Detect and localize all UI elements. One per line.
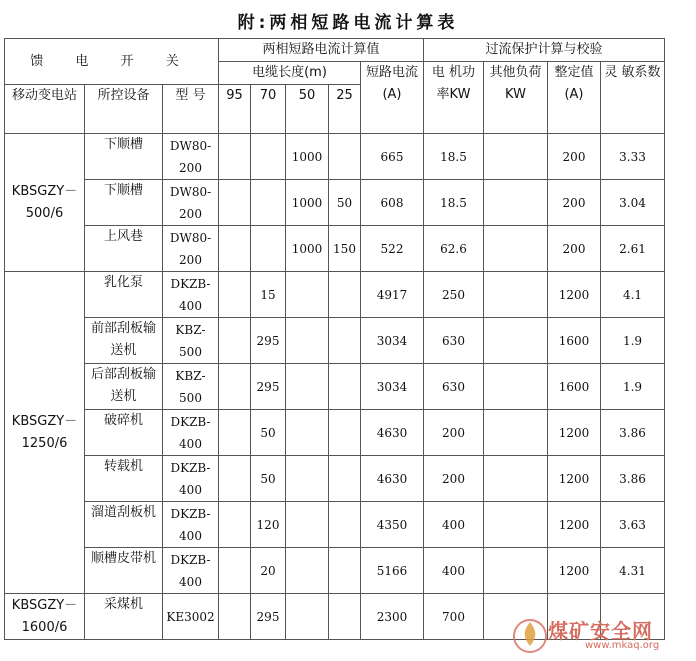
substation-cell: KBSGZY－1600/6	[5, 594, 85, 640]
other-load-cell	[484, 318, 548, 364]
sensitivity-cell: 3.86	[601, 456, 665, 502]
model-cell: DKZB-400	[163, 272, 219, 318]
header-len-70: 70	[251, 85, 286, 134]
table-row	[5, 502, 665, 548]
table-row	[5, 226, 665, 272]
current-cell: 522	[361, 226, 424, 272]
power-cell: 630	[424, 364, 484, 410]
header-len-95: 95	[219, 85, 251, 134]
current-cell: 4630	[361, 456, 424, 502]
sensitivity-cell: 4.1	[601, 272, 665, 318]
sensitivity-cell: 4.31	[601, 548, 665, 594]
len25-cell	[329, 502, 361, 548]
len70-cell: 120	[251, 502, 286, 548]
len95-cell	[219, 410, 251, 456]
header-substation: 移动变电站	[5, 85, 85, 134]
header-setting: 整定值(A)	[548, 62, 601, 134]
other-load-cell	[484, 134, 548, 180]
len95-cell	[219, 456, 251, 502]
other-load-cell	[484, 502, 548, 548]
device-cell: 采煤机	[85, 594, 163, 640]
current-cell: 4350	[361, 502, 424, 548]
table-row	[5, 364, 665, 410]
len25-cell	[329, 594, 361, 640]
len25-cell	[329, 272, 361, 318]
len95-cell	[219, 226, 251, 272]
device-cell: 上风巷	[85, 226, 163, 272]
other-load-cell	[484, 272, 548, 318]
len95-cell	[219, 272, 251, 318]
header-model: 型 号	[163, 85, 219, 134]
power-cell: 700	[424, 594, 484, 640]
model-cell: KBZ-500	[163, 318, 219, 364]
len70-cell: 295	[251, 594, 286, 640]
model-cell: KE3002	[163, 594, 219, 640]
watermark-text: 煤矿安全网	[548, 619, 653, 643]
len50-cell	[286, 548, 329, 594]
header-calc-group: 两相短路电流计算值	[219, 39, 424, 62]
current-cell: 5166	[361, 548, 424, 594]
len95-cell	[219, 594, 251, 640]
table-row	[5, 548, 665, 594]
setting-cell: 1600	[548, 318, 601, 364]
len50-cell: 1000	[286, 134, 329, 180]
sensitivity-cell: 2.61	[601, 226, 665, 272]
len50-cell	[286, 364, 329, 410]
len25-cell: 50	[329, 180, 361, 226]
model-cell: DKZB-400	[163, 548, 219, 594]
device-cell: 破碎机	[85, 410, 163, 456]
header-short-current: 短路电流(A)	[361, 62, 424, 134]
len95-cell	[219, 502, 251, 548]
header-sensitivity: 灵 敏系数	[601, 62, 665, 134]
len50-cell: 1000	[286, 226, 329, 272]
len95-cell	[219, 364, 251, 410]
len50-cell	[286, 318, 329, 364]
device-cell: 乳化泵	[85, 272, 163, 318]
header-protect-group: 过流保护计算与校验	[424, 39, 665, 62]
power-cell: 250	[424, 272, 484, 318]
power-cell: 630	[424, 318, 484, 364]
table-row	[5, 410, 665, 456]
setting-cell: 1200	[548, 272, 601, 318]
header-cable-length: 电缆长度(m)	[219, 62, 361, 85]
len70-cell: 295	[251, 364, 286, 410]
setting-cell: 1600	[548, 364, 601, 410]
table-row	[5, 180, 665, 226]
header-feeder-switch: 馈 电 开 关	[5, 39, 219, 85]
len25-cell: 150	[329, 226, 361, 272]
header-other-load: 其他负荷KW	[484, 62, 548, 134]
model-cell: DKZB-400	[163, 410, 219, 456]
len50-cell	[286, 456, 329, 502]
len95-cell	[219, 134, 251, 180]
setting-cell: 200	[548, 226, 601, 272]
other-load-cell	[484, 410, 548, 456]
header-len-50: 50	[286, 85, 329, 134]
len70-cell: 15	[251, 272, 286, 318]
model-cell: DKZB-400	[163, 456, 219, 502]
substation-cell: KBSGZY－500/6	[5, 134, 85, 272]
len70-cell	[251, 226, 286, 272]
len25-cell	[329, 548, 361, 594]
power-cell: 18.5	[424, 134, 484, 180]
device-cell: 后部刮板输送机	[85, 364, 163, 410]
table-row	[5, 134, 665, 180]
other-load-cell	[484, 226, 548, 272]
len50-cell	[286, 594, 329, 640]
model-cell: DW80-200	[163, 226, 219, 272]
power-cell: 200	[424, 456, 484, 502]
len25-cell	[329, 134, 361, 180]
current-cell: 665	[361, 134, 424, 180]
len25-cell	[329, 364, 361, 410]
header-device: 所控设备	[85, 85, 163, 134]
sensitivity-cell: 1.9	[601, 318, 665, 364]
other-load-cell	[484, 180, 548, 226]
len95-cell	[219, 548, 251, 594]
len95-cell	[219, 318, 251, 364]
len50-cell	[286, 272, 329, 318]
len70-cell: 20	[251, 548, 286, 594]
other-load-cell	[484, 456, 548, 502]
setting-cell: 200	[548, 180, 601, 226]
device-cell: 前部刮板输送机	[85, 318, 163, 364]
current-cell: 608	[361, 180, 424, 226]
setting-cell: 200	[548, 134, 601, 180]
len95-cell	[219, 180, 251, 226]
model-cell: DKZB-400	[163, 502, 219, 548]
sensitivity-cell: 3.04	[601, 180, 665, 226]
len25-cell	[329, 410, 361, 456]
current-cell: 3034	[361, 364, 424, 410]
len70-cell: 50	[251, 456, 286, 502]
current-cell: 3034	[361, 318, 424, 364]
substation-cell: KBSGZY－1250/6	[5, 272, 85, 594]
len50-cell	[286, 502, 329, 548]
sensitivity-cell: 3.86	[601, 410, 665, 456]
device-cell: 顺槽皮带机	[85, 548, 163, 594]
model-cell: DW80-200	[163, 134, 219, 180]
device-cell: 溜道刮板机	[85, 502, 163, 548]
device-cell: 下顺槽	[85, 134, 163, 180]
header-len-25: 25	[329, 85, 361, 134]
short-circuit-table	[4, 38, 665, 640]
other-load-cell	[484, 548, 548, 594]
table-row	[5, 456, 665, 502]
power-cell: 200	[424, 410, 484, 456]
len25-cell	[329, 456, 361, 502]
setting-cell: 1200	[548, 548, 601, 594]
len50-cell: 1000	[286, 180, 329, 226]
other-load-cell	[484, 364, 548, 410]
table-row	[5, 272, 665, 318]
power-cell: 62.6	[424, 226, 484, 272]
len25-cell	[329, 318, 361, 364]
model-cell: KBZ-500	[163, 364, 219, 410]
setting-cell: 1200	[548, 410, 601, 456]
sensitivity-cell: 1.9	[601, 364, 665, 410]
model-cell: DW80-200	[163, 180, 219, 226]
len70-cell	[251, 180, 286, 226]
sensitivity-cell: 3.33	[601, 134, 665, 180]
current-cell: 4630	[361, 410, 424, 456]
page-title: 附:两相短路电流计算表	[237, 13, 459, 33]
sensitivity-cell: 3.63	[601, 502, 665, 548]
power-cell: 18.5	[424, 180, 484, 226]
len70-cell: 295	[251, 318, 286, 364]
setting-cell: 1200	[548, 502, 601, 548]
current-cell: 2300	[361, 594, 424, 640]
power-cell: 400	[424, 548, 484, 594]
power-cell: 400	[424, 502, 484, 548]
setting-cell: 1200	[548, 456, 601, 502]
watermark-url: www.mkaq.org	[585, 640, 660, 651]
len70-cell: 50	[251, 410, 286, 456]
device-cell: 转载机	[85, 456, 163, 502]
device-cell: 下顺槽	[85, 180, 163, 226]
len50-cell	[286, 410, 329, 456]
header-motor-power: 电 机功率KW	[424, 62, 484, 134]
current-cell: 4917	[361, 272, 424, 318]
table-row	[5, 318, 665, 364]
len70-cell	[251, 134, 286, 180]
